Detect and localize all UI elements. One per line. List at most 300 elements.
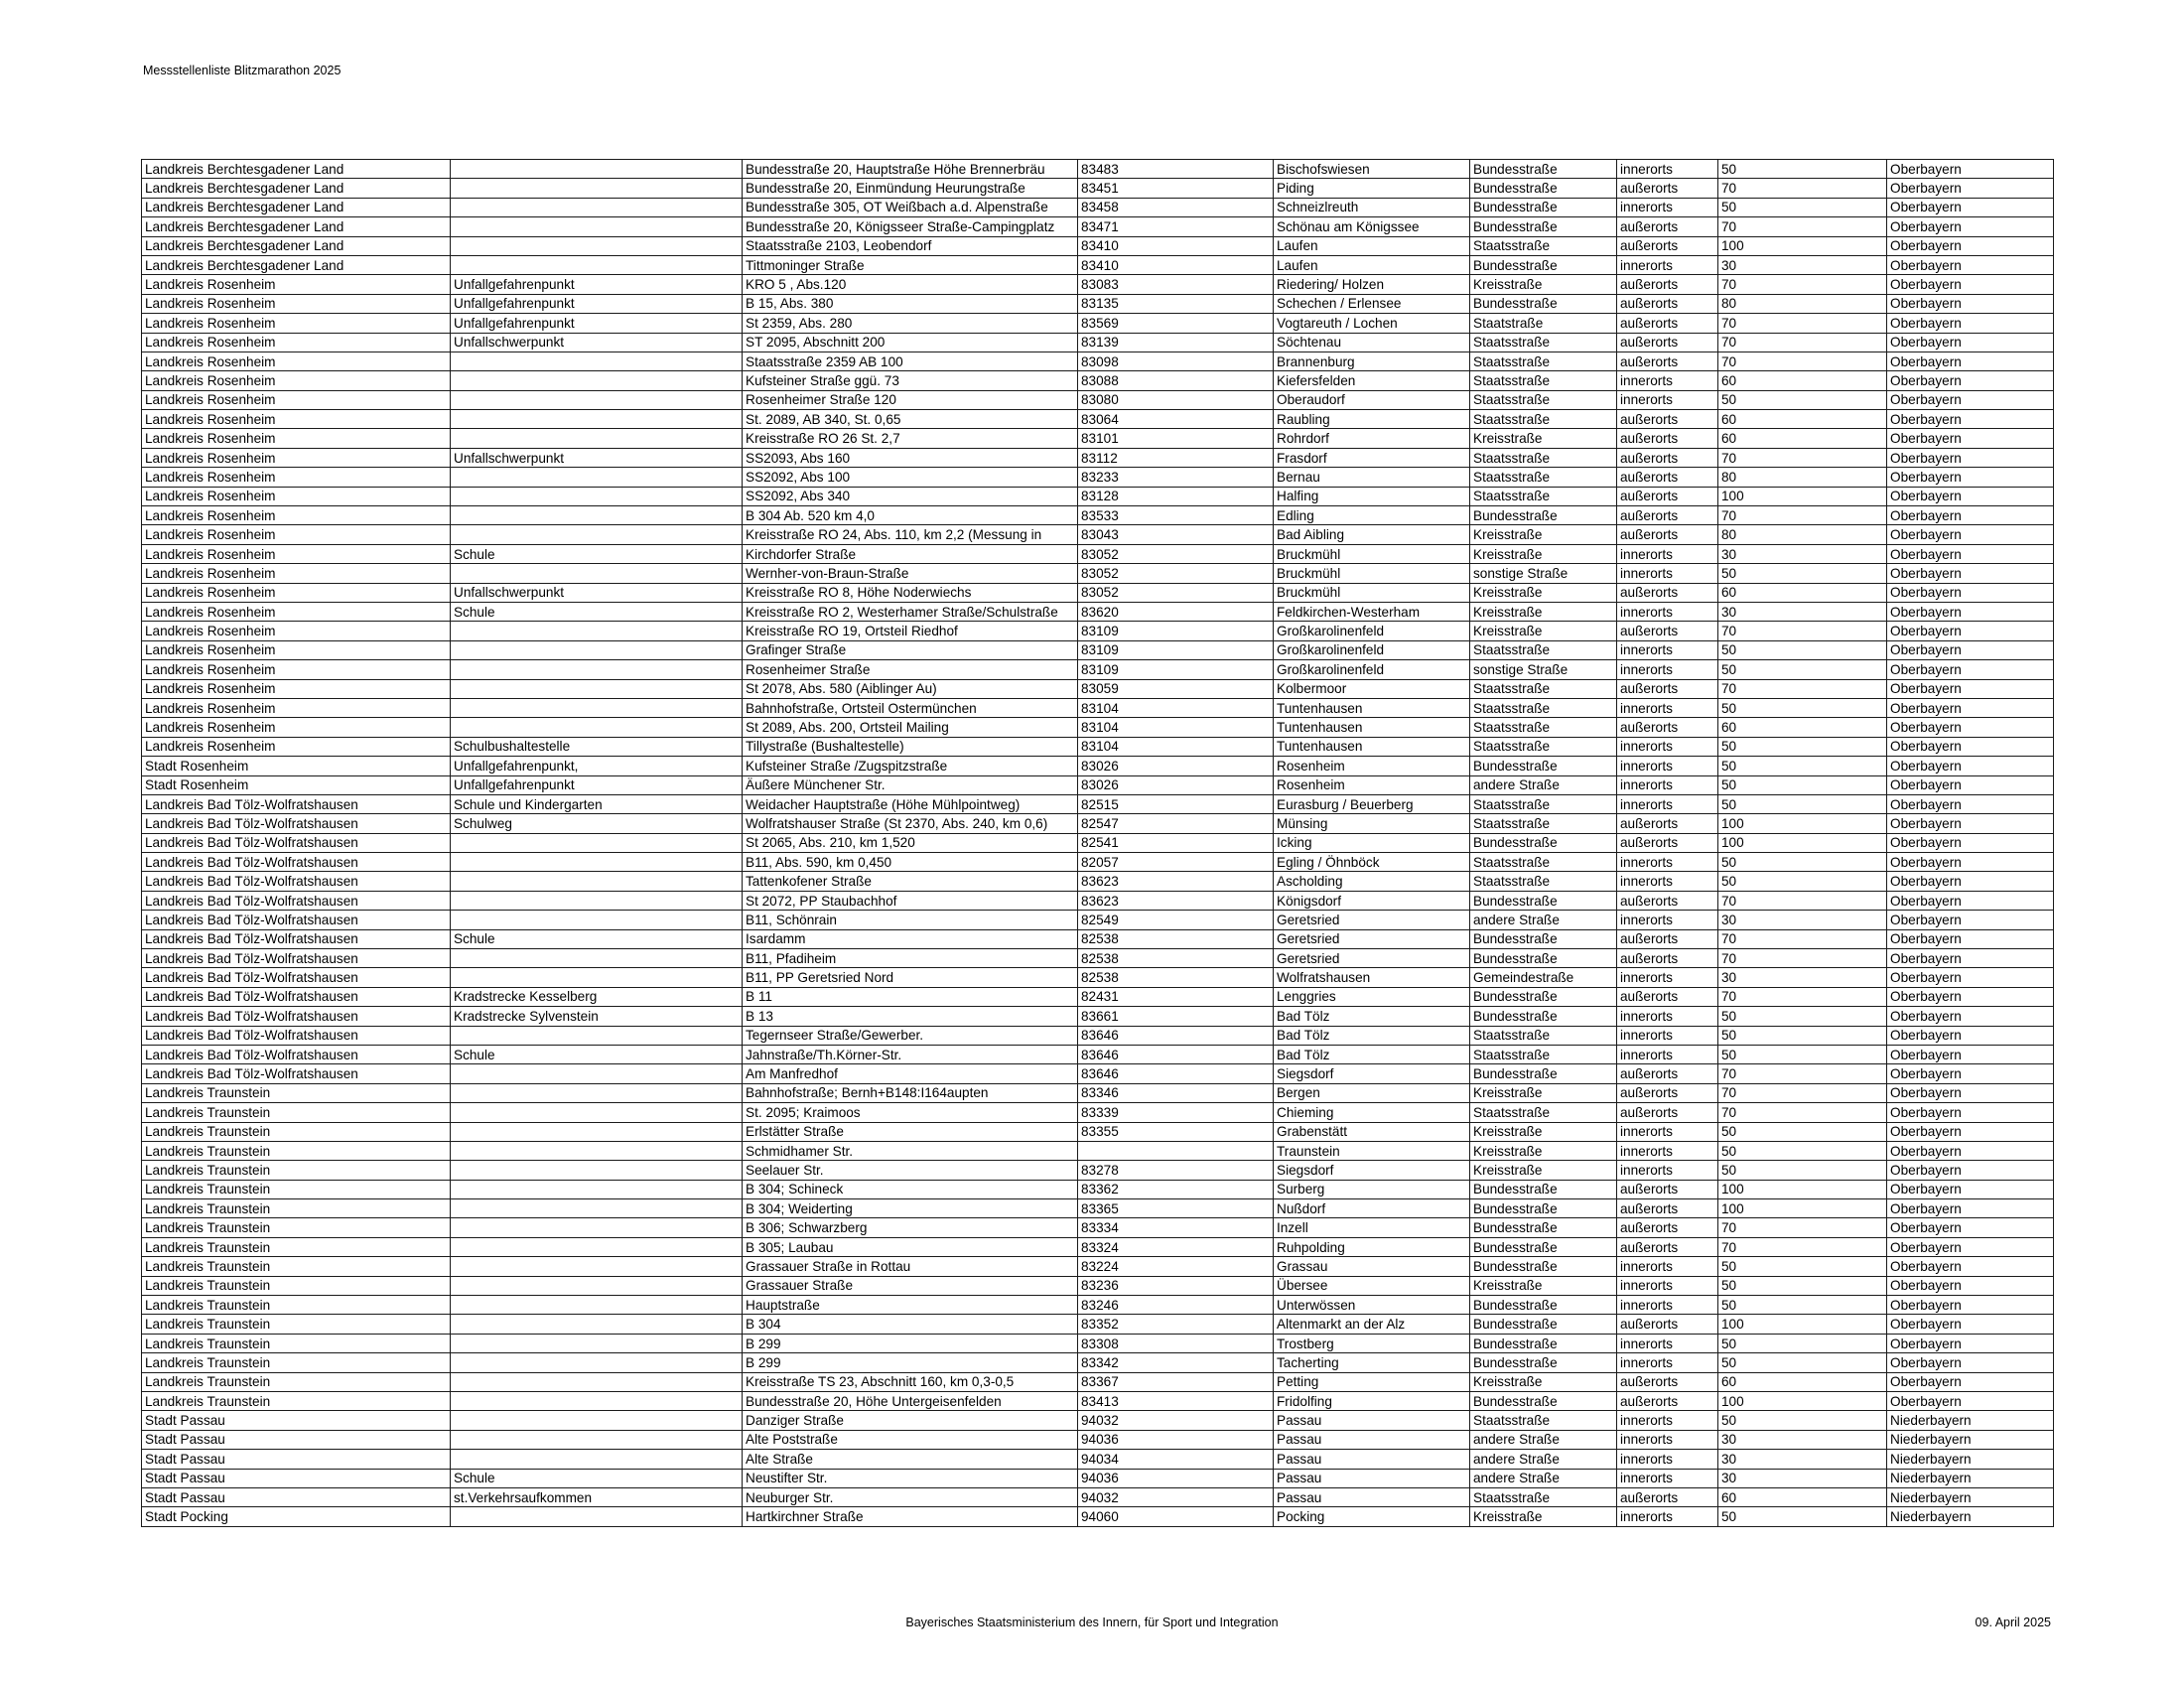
cell-area-type: außerorts [1617, 814, 1718, 833]
cell-district: Landkreis Bad Tölz-Wolfratshausen [142, 853, 451, 872]
cell-road-type: Staatsstraße [1470, 468, 1617, 487]
table-row [142, 333, 2054, 352]
cell-category: Unfallgefahrenpunkt [451, 294, 743, 313]
cell-region: Oberbayern [1887, 1199, 2054, 1218]
cell-area-type: außerorts [1617, 236, 1718, 255]
cell-postal-code: 94032 [1078, 1411, 1274, 1430]
cell-road-type: Kreisstraße [1470, 544, 1617, 563]
cell-road-type: Bundesstraße [1470, 1180, 1617, 1198]
cell-road-type: Staatsstraße [1470, 872, 1617, 891]
cell-road-type: andere Straße [1470, 1450, 1617, 1469]
cell-municipality: Bad Aibling [1274, 525, 1470, 544]
table-row [142, 1487, 2054, 1506]
cell-location: Bundesstraße 20, Königsseer Straße-Campingplatz [743, 217, 1078, 236]
cell-category [451, 506, 743, 525]
cell-area-type: außerorts [1617, 487, 1718, 505]
table-row [142, 506, 2054, 525]
cell-speed-limit: 70 [1718, 352, 1887, 370]
cell-postal-code [1078, 1141, 1274, 1160]
cell-road-type: Kreisstraße [1470, 429, 1617, 448]
cell-category [451, 160, 743, 179]
cell-municipality: Piding [1274, 179, 1470, 198]
cell-region: Oberbayern [1887, 1141, 2054, 1160]
table-row [142, 1141, 2054, 1160]
cell-region: Oberbayern [1887, 236, 2054, 255]
cell-district: Landkreis Traunstein [142, 1103, 451, 1122]
cell-category [451, 660, 743, 679]
cell-speed-limit: 30 [1718, 968, 1887, 987]
cell-category [451, 891, 743, 910]
table-row [142, 1372, 2054, 1391]
cell-category: Unfallgefahrenpunkt, [451, 757, 743, 775]
cell-region: Oberbayern [1887, 583, 2054, 602]
cell-speed-limit: 70 [1718, 179, 1887, 198]
cell-speed-limit: 60 [1718, 1487, 1887, 1506]
table-row [142, 371, 2054, 390]
cell-road-type: Kreisstraße [1470, 1083, 1617, 1102]
cell-category [451, 429, 743, 448]
cell-category [451, 198, 743, 216]
cell-area-type: innerorts [1617, 660, 1718, 679]
cell-municipality: Rosenheim [1274, 757, 1470, 775]
cell-postal-code: 83646 [1078, 1045, 1274, 1063]
cell-category [451, 1180, 743, 1198]
cell-road-type: Staatsstraße [1470, 698, 1617, 717]
cell-category [451, 872, 743, 891]
cell-district: Landkreis Traunstein [142, 1372, 451, 1391]
cell-location: Kreisstraße RO 24, Abs. 110, km 2,2 (Messung in [743, 525, 1078, 544]
cell-area-type: außerorts [1617, 1199, 1718, 1218]
cell-municipality: Eurasburg / Beuerberg [1274, 794, 1470, 813]
cell-location: Alte Straße [743, 1450, 1078, 1469]
cell-district: Landkreis Bad Tölz-Wolfratshausen [142, 1045, 451, 1063]
cell-area-type: innerorts [1617, 255, 1718, 274]
cell-municipality: Grabenstätt [1274, 1122, 1470, 1141]
cell-region: Oberbayern [1887, 1026, 2054, 1045]
table-row [142, 1469, 2054, 1487]
cell-region: Oberbayern [1887, 929, 2054, 948]
cell-road-type: Staatsstraße [1470, 814, 1617, 833]
cell-location: Bundesstraße 20, Hauptstraße Höhe Brennerbräu [743, 160, 1078, 179]
cell-municipality: Großkarolinenfeld [1274, 622, 1470, 640]
cell-district: Landkreis Rosenheim [142, 294, 451, 313]
cell-speed-limit: 70 [1718, 929, 1887, 948]
cell-district: Landkreis Traunstein [142, 1083, 451, 1102]
cell-postal-code: 83346 [1078, 1083, 1274, 1102]
cell-district: Landkreis Rosenheim [142, 410, 451, 429]
cell-speed-limit: 70 [1718, 949, 1887, 968]
cell-region: Oberbayern [1887, 853, 2054, 872]
cell-road-type: Staatstraße [1470, 314, 1617, 333]
table-row [142, 737, 2054, 756]
cell-region: Oberbayern [1887, 1083, 2054, 1102]
cell-district: Landkreis Bad Tölz-Wolfratshausen [142, 1007, 451, 1026]
cell-speed-limit: 70 [1718, 622, 1887, 640]
table-row [142, 1161, 2054, 1180]
cell-postal-code: 83236 [1078, 1276, 1274, 1295]
cell-region: Oberbayern [1887, 429, 2054, 448]
cell-category: Unfallgefahrenpunkt [451, 275, 743, 294]
cell-area-type: innerorts [1617, 1161, 1718, 1180]
cell-location: Rosenheimer Straße 120 [743, 390, 1078, 409]
cell-speed-limit: 50 [1718, 1257, 1887, 1276]
cell-location: Äußere Münchener Str. [743, 775, 1078, 794]
cell-location: ST 2095, Abschnitt 200 [743, 333, 1078, 352]
cell-category [451, 255, 743, 274]
cell-region: Oberbayern [1887, 833, 2054, 852]
cell-municipality: Raubling [1274, 410, 1470, 429]
cell-category [451, 564, 743, 583]
cell-municipality: Lenggries [1274, 987, 1470, 1006]
table-row [142, 1122, 2054, 1141]
cell-municipality: Bergen [1274, 1083, 1470, 1102]
table-row [142, 1315, 2054, 1334]
cell-region: Oberbayern [1887, 255, 2054, 274]
cell-district: Landkreis Rosenheim [142, 640, 451, 659]
cell-district: Landkreis Traunstein [142, 1161, 451, 1180]
cell-category [451, 1450, 743, 1469]
cell-area-type: außerorts [1617, 179, 1718, 198]
cell-municipality: Bischofswiesen [1274, 160, 1470, 179]
cell-road-type: Bundesstraße [1470, 179, 1617, 198]
cell-district: Stadt Pocking [142, 1507, 451, 1526]
cell-postal-code: 82541 [1078, 833, 1274, 852]
cell-speed-limit: 70 [1718, 891, 1887, 910]
cell-municipality: Petting [1274, 1372, 1470, 1391]
cell-category [451, 1372, 743, 1391]
cell-road-type: andere Straße [1470, 1469, 1617, 1487]
cell-road-type: Bundesstraße [1470, 929, 1617, 948]
cell-location: B 299 [743, 1334, 1078, 1352]
cell-road-type: Bundesstraße [1470, 833, 1617, 852]
cell-area-type: innerorts [1617, 1450, 1718, 1469]
cell-region: Oberbayern [1887, 1237, 2054, 1256]
cell-postal-code: 83088 [1078, 371, 1274, 390]
cell-location: Wernher-von-Braun-Straße [743, 564, 1078, 583]
cell-location: Kreisstraße RO 19, Ortsteil Riedhof [743, 622, 1078, 640]
cell-speed-limit: 50 [1718, 1141, 1887, 1160]
cell-municipality: Riedering/ Holzen [1274, 275, 1470, 294]
cell-speed-limit: 70 [1718, 275, 1887, 294]
cell-municipality: Geretsried [1274, 949, 1470, 968]
cell-district: Landkreis Rosenheim [142, 506, 451, 525]
cell-speed-limit: 50 [1718, 1353, 1887, 1372]
cell-speed-limit: 70 [1718, 333, 1887, 352]
cell-district: Landkreis Rosenheim [142, 390, 451, 409]
table-row [142, 1199, 2054, 1218]
cell-speed-limit: 30 [1718, 1430, 1887, 1449]
cell-category: Unfallschwerpunkt [451, 448, 743, 467]
cell-area-type: außerorts [1617, 410, 1718, 429]
cell-road-type: Kreisstraße [1470, 1122, 1617, 1141]
cell-area-type: innerorts [1617, 1007, 1718, 1026]
cell-region: Oberbayern [1887, 968, 2054, 987]
cell-postal-code: 83533 [1078, 506, 1274, 525]
table-row [142, 1334, 2054, 1352]
cell-region: Oberbayern [1887, 160, 2054, 179]
cell-speed-limit: 70 [1718, 1083, 1887, 1102]
cell-region: Oberbayern [1887, 217, 2054, 236]
cell-municipality: Grassau [1274, 1257, 1470, 1276]
cell-road-type: Staatsstraße [1470, 333, 1617, 352]
cell-road-type: Bundesstraße [1470, 506, 1617, 525]
cell-location: B 306; Schwarzberg [743, 1218, 1078, 1237]
cell-municipality: Oberaudorf [1274, 390, 1470, 409]
cell-district: Stadt Passau [142, 1487, 451, 1506]
cell-municipality: Chieming [1274, 1103, 1470, 1122]
cell-municipality: Schneizlreuth [1274, 198, 1470, 216]
cell-municipality: Unterwössen [1274, 1296, 1470, 1315]
cell-speed-limit: 70 [1718, 1103, 1887, 1122]
cell-region: Oberbayern [1887, 1007, 2054, 1026]
cell-area-type: innerorts [1617, 1141, 1718, 1160]
cell-road-type: Staatsstraße [1470, 1045, 1617, 1063]
cell-speed-limit: 100 [1718, 814, 1887, 833]
table-row [142, 1392, 2054, 1411]
cell-location: St 2078, Abs. 580 (Aiblinger Au) [743, 679, 1078, 698]
table-row [142, 1430, 2054, 1449]
cell-category [451, 487, 743, 505]
cell-speed-limit: 60 [1718, 583, 1887, 602]
table-row [142, 583, 2054, 602]
cell-location: Isardamm [743, 929, 1078, 948]
cell-region: Oberbayern [1887, 1392, 2054, 1411]
cell-location: Kreisstraße RO 8, Höhe Noderwiechs [743, 583, 1078, 602]
cell-speed-limit: 80 [1718, 525, 1887, 544]
cell-postal-code: 83623 [1078, 872, 1274, 891]
cell-region: Oberbayern [1887, 564, 2054, 583]
cell-category [451, 968, 743, 987]
table-row [142, 949, 2054, 968]
table-row [142, 448, 2054, 467]
cell-location: B 305; Laubau [743, 1237, 1078, 1256]
cell-area-type: innerorts [1617, 1122, 1718, 1141]
cell-area-type: außerorts [1617, 1487, 1718, 1506]
cell-district: Landkreis Rosenheim [142, 679, 451, 698]
cell-location: Kreisstraße RO 26 St. 2,7 [743, 429, 1078, 448]
cell-category [451, 1334, 743, 1352]
cell-region: Oberbayern [1887, 622, 2054, 640]
cell-speed-limit: 70 [1718, 1237, 1887, 1256]
cell-postal-code: 83098 [1078, 352, 1274, 370]
cell-postal-code: 83135 [1078, 294, 1274, 313]
cell-district: Stadt Rosenheim [142, 775, 451, 794]
cell-speed-limit: 70 [1718, 314, 1887, 333]
cell-location: Tattenkofener Straße [743, 872, 1078, 891]
table-row [142, 814, 2054, 833]
cell-area-type: innerorts [1617, 1045, 1718, 1063]
cell-region: Oberbayern [1887, 949, 2054, 968]
cell-area-type: innerorts [1617, 1026, 1718, 1045]
cell-district: Landkreis Bad Tölz-Wolfratshausen [142, 794, 451, 813]
cell-district: Landkreis Bad Tölz-Wolfratshausen [142, 833, 451, 852]
cell-region: Oberbayern [1887, 333, 2054, 352]
cell-district: Landkreis Bad Tölz-Wolfratshausen [142, 968, 451, 987]
cell-district: Landkreis Traunstein [142, 1392, 451, 1411]
table-row [142, 1103, 2054, 1122]
cell-speed-limit: 30 [1718, 602, 1887, 621]
table-row [142, 968, 2054, 987]
cell-location: B11, Pfadiheim [743, 949, 1078, 968]
table-row [142, 1507, 2054, 1526]
cell-postal-code: 83355 [1078, 1122, 1274, 1141]
cell-road-type: Bundesstraße [1470, 891, 1617, 910]
cell-road-type: Staatsstraße [1470, 371, 1617, 390]
cell-area-type: außerorts [1617, 929, 1718, 948]
cell-postal-code: 82538 [1078, 968, 1274, 987]
cell-speed-limit: 50 [1718, 1507, 1887, 1526]
footer-date: 09. April 2025 [1975, 1616, 2051, 1629]
cell-area-type: außerorts [1617, 217, 1718, 236]
cell-region: Oberbayern [1887, 1103, 2054, 1122]
cell-municipality: Großkarolinenfeld [1274, 660, 1470, 679]
cell-category [451, 217, 743, 236]
cell-postal-code: 83308 [1078, 1334, 1274, 1352]
cell-postal-code: 83026 [1078, 757, 1274, 775]
cell-road-type: Staatsstraße [1470, 352, 1617, 370]
cell-road-type: sonstige Straße [1470, 564, 1617, 583]
cell-municipality: Icking [1274, 833, 1470, 852]
cell-road-type: Bundesstraße [1470, 294, 1617, 313]
cell-area-type: innerorts [1617, 640, 1718, 659]
cell-postal-code: 94034 [1078, 1450, 1274, 1469]
cell-municipality: Passau [1274, 1430, 1470, 1449]
cell-location: Jahnstraße/Th.Körner-Str. [743, 1045, 1078, 1063]
cell-location: B 11 [743, 987, 1078, 1006]
table-row [142, 872, 2054, 891]
cell-road-type: Kreisstraße [1470, 525, 1617, 544]
table-row [142, 1180, 2054, 1198]
cell-municipality: Frasdorf [1274, 448, 1470, 467]
cell-municipality: Tuntenhausen [1274, 737, 1470, 756]
cell-speed-limit: 50 [1718, 1026, 1887, 1045]
cell-speed-limit: 50 [1718, 1411, 1887, 1430]
cell-postal-code: 82547 [1078, 814, 1274, 833]
cell-postal-code: 83413 [1078, 1392, 1274, 1411]
table-row [142, 198, 2054, 216]
cell-location: Erlstätter Straße [743, 1122, 1078, 1141]
cell-location: Hartkirchner Straße [743, 1507, 1078, 1526]
cell-municipality: Surberg [1274, 1180, 1470, 1198]
cell-area-type: außerorts [1617, 468, 1718, 487]
cell-district: Landkreis Traunstein [142, 1122, 451, 1141]
cell-road-type: Staatsstraße [1470, 679, 1617, 698]
cell-road-type: Kreisstraße [1470, 1161, 1617, 1180]
cell-speed-limit: 100 [1718, 1392, 1887, 1411]
cell-category [451, 1392, 743, 1411]
cell-municipality: Passau [1274, 1450, 1470, 1469]
cell-region: Oberbayern [1887, 660, 2054, 679]
cell-municipality: Bruckmühl [1274, 544, 1470, 563]
cell-district: Landkreis Rosenheim [142, 468, 451, 487]
cell-road-type: Kreisstraße [1470, 602, 1617, 621]
cell-speed-limit: 80 [1718, 468, 1887, 487]
cell-postal-code: 83112 [1078, 448, 1274, 467]
cell-speed-limit: 50 [1718, 390, 1887, 409]
cell-speed-limit: 50 [1718, 660, 1887, 679]
cell-road-type: Bundesstraße [1470, 160, 1617, 179]
cell-location: St 2072, PP Staubachhof [743, 891, 1078, 910]
cell-municipality: Bruckmühl [1274, 583, 1470, 602]
cell-speed-limit: 50 [1718, 1045, 1887, 1063]
cell-location: Bundesstraße 20, Einmündung Heurungstraße [743, 179, 1078, 198]
cell-region: Niederbayern [1887, 1507, 2054, 1526]
table-row [142, 1237, 2054, 1256]
cell-speed-limit: 60 [1718, 718, 1887, 737]
cell-district: Landkreis Rosenheim [142, 314, 451, 333]
cell-postal-code: 83104 [1078, 718, 1274, 737]
cell-area-type: außerorts [1617, 949, 1718, 968]
table-row [142, 698, 2054, 717]
cell-category [451, 525, 743, 544]
cell-area-type: innerorts [1617, 911, 1718, 929]
cell-region: Oberbayern [1887, 410, 2054, 429]
table-row [142, 718, 2054, 737]
cell-speed-limit: 100 [1718, 1180, 1887, 1198]
cell-category [451, 236, 743, 255]
cell-category [451, 1276, 743, 1295]
cell-district: Stadt Passau [142, 1411, 451, 1430]
cell-region: Oberbayern [1887, 718, 2054, 737]
cell-location: Hauptstraße [743, 1296, 1078, 1315]
cell-region: Oberbayern [1887, 1315, 2054, 1334]
table-row [142, 275, 2054, 294]
cell-district: Landkreis Traunstein [142, 1276, 451, 1295]
cell-road-type: Staatsstraße [1470, 794, 1617, 813]
cell-road-type: Staatsstraße [1470, 853, 1617, 872]
cell-category [451, 371, 743, 390]
cell-road-type: Staatsstraße [1470, 640, 1617, 659]
cell-postal-code: 83224 [1078, 1257, 1274, 1276]
cell-area-type: außerorts [1617, 1218, 1718, 1237]
cell-speed-limit: 50 [1718, 1122, 1887, 1141]
cell-district: Landkreis Rosenheim [142, 448, 451, 467]
cell-region: Oberbayern [1887, 1276, 2054, 1295]
cell-category: Unfallschwerpunkt [451, 583, 743, 602]
cell-location: Kirchdorfer Straße [743, 544, 1078, 563]
cell-speed-limit: 100 [1718, 1315, 1887, 1334]
cell-location: Am Manfredhof [743, 1064, 1078, 1083]
measurement-table [141, 159, 2054, 1527]
cell-area-type: außerorts [1617, 294, 1718, 313]
cell-municipality: Feldkirchen-Westerham [1274, 602, 1470, 621]
cell-region: Oberbayern [1887, 737, 2054, 756]
cell-municipality: Geretsried [1274, 929, 1470, 948]
cell-location: Bundesstraße 305, OT Weißbach a.d. Alpenstraße [743, 198, 1078, 216]
cell-category [451, 1507, 743, 1526]
cell-postal-code: 82538 [1078, 949, 1274, 968]
table-row [142, 410, 2054, 429]
cell-speed-limit: 100 [1718, 487, 1887, 505]
cell-location: SS2092, Abs 100 [743, 468, 1078, 487]
cell-speed-limit: 50 [1718, 1276, 1887, 1295]
table-row [142, 1276, 2054, 1295]
cell-location: Kufsteiner Straße ggü. 73 [743, 371, 1078, 390]
cell-category: Schule [451, 602, 743, 621]
cell-postal-code: 83052 [1078, 544, 1274, 563]
cell-location: Danziger Straße [743, 1411, 1078, 1430]
cell-category [451, 1353, 743, 1372]
table-row [142, 487, 2054, 505]
cell-district: Landkreis Rosenheim [142, 544, 451, 563]
cell-area-type: innerorts [1617, 1469, 1718, 1487]
cell-speed-limit: 70 [1718, 448, 1887, 467]
cell-category: Schule [451, 929, 743, 948]
cell-municipality: Bernau [1274, 468, 1470, 487]
cell-municipality: Bruckmühl [1274, 564, 1470, 583]
cell-postal-code: 83410 [1078, 255, 1274, 274]
cell-district: Landkreis Rosenheim [142, 602, 451, 621]
